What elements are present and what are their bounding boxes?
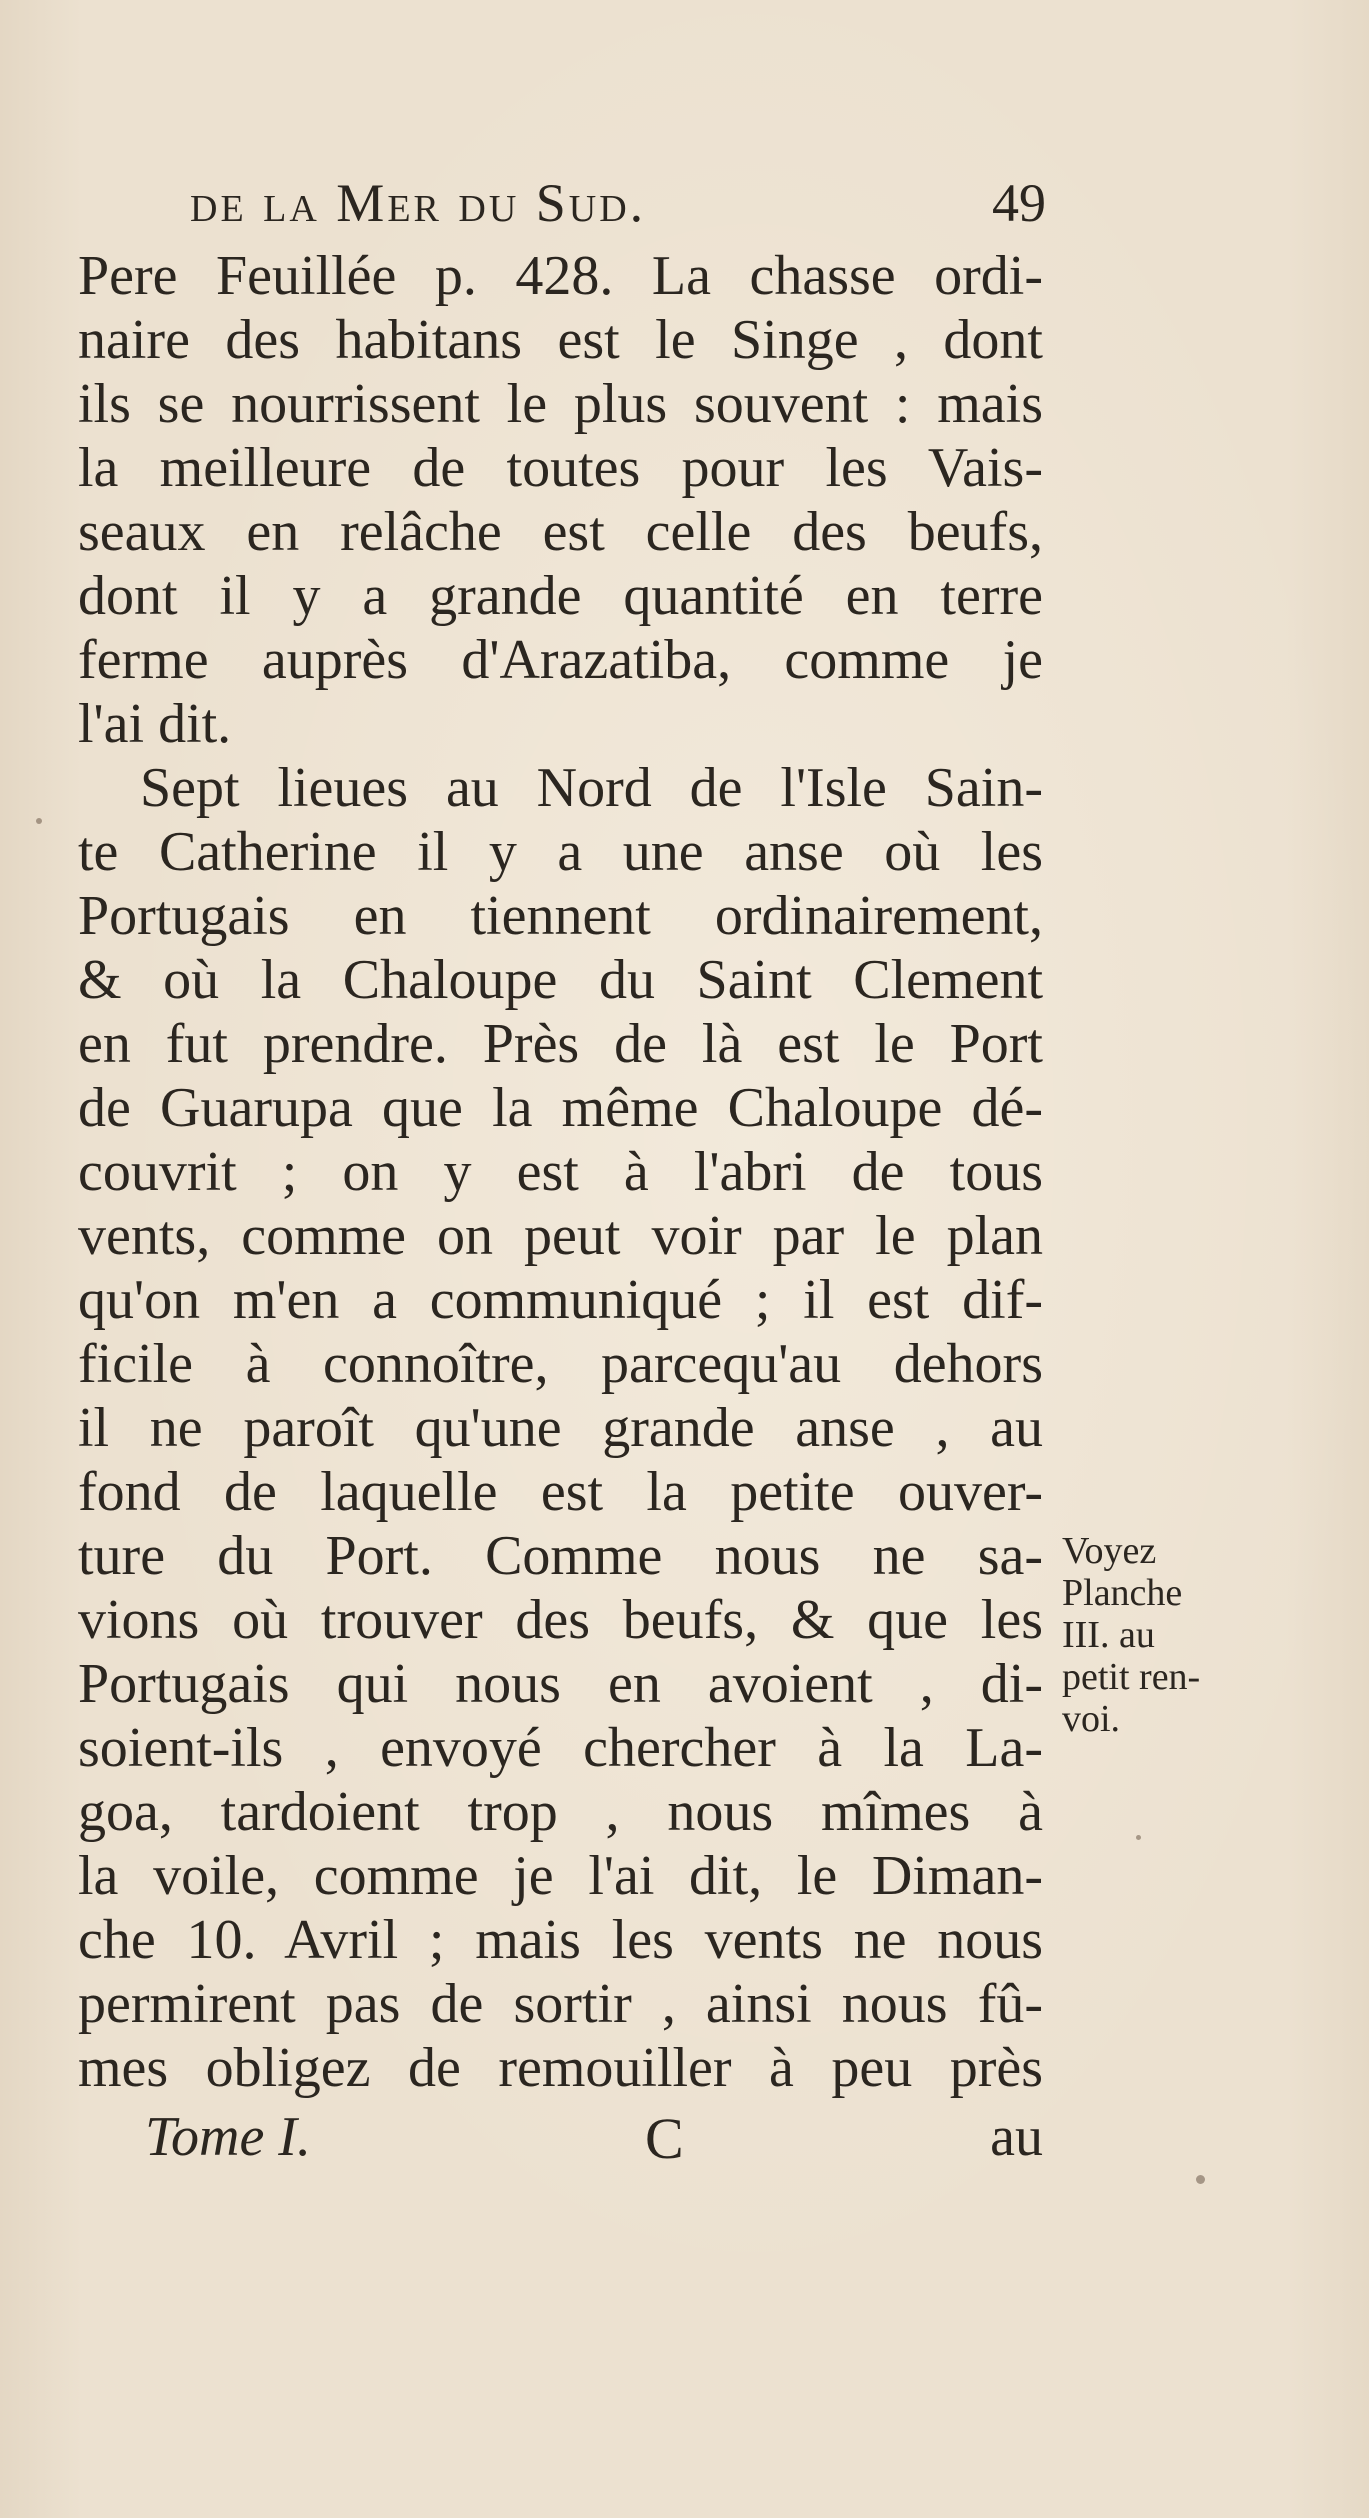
text-line: Pere Feuillée p. 428. La chasse ordi-	[78, 245, 1043, 307]
text-line: couvrit ; on y est à l'abri de tous	[78, 1141, 1043, 1203]
text-line: dont il y a grande quantité en terre	[78, 565, 1043, 627]
text-line: soient-ils , envoyé chercher à la La-	[78, 1717, 1043, 1779]
text-line: de Guarupa que la même Chaloupe dé-	[78, 1077, 1043, 1139]
text-line: naire des habitans est le Singe , dont	[78, 309, 1043, 371]
page-number: 49	[992, 173, 1046, 233]
text-line: la meilleure de toutes pour les Vais-	[78, 437, 1043, 499]
text-line: qu'on m'en a communiqué ; il est dif-	[78, 1269, 1043, 1331]
running-head	[190, 172, 1050, 242]
paper-speck	[36, 818, 42, 824]
text-line: mes obligez de remouiller à peu près	[78, 2037, 1043, 2099]
text-line: il ne paroît qu'une grande anse , au	[78, 1397, 1043, 1459]
paper-speck	[1196, 2175, 1205, 2184]
text-line: seaux en relâche est celle des beufs,	[78, 501, 1043, 563]
text-line: Portugais qui nous en avoient , di-	[78, 1653, 1043, 1715]
margin-note-line: III. au	[1062, 1614, 1155, 1656]
text-line: ferme auprès d'Arazatiba, comme je	[78, 629, 1043, 691]
text-line: la voile, comme je l'ai dit, le Diman-	[78, 1845, 1043, 1907]
text-line: ils se nourrissent le plus souvent : mais	[78, 373, 1043, 435]
text-line: fond de laquelle est la petite ouver-	[78, 1461, 1043, 1523]
margin-note	[1062, 1530, 1232, 1740]
text-line: che 10. Avril ; mais les vents ne nous	[78, 1909, 1043, 1971]
catchword: au	[990, 2106, 1043, 2168]
text-line: l'ai dit.	[78, 693, 232, 755]
margin-note-line: Planche	[1062, 1572, 1183, 1614]
text-line: te Catherine il y a une anse où les	[78, 821, 1043, 883]
text-line: vions où trouver des beufs, & que les	[78, 1589, 1043, 1651]
text-line: en fut prendre. Près de là est le Port	[78, 1013, 1043, 1075]
paragraph-start-line: Sept lieues au Nord de l'Isle Sain-	[140, 757, 1043, 819]
text-line: vents, comme on peut voir par le plan	[78, 1205, 1043, 1267]
text-line: goa, tardoient trop , nous mîmes à	[78, 1781, 1043, 1843]
margin-note-line: petit ren-	[1062, 1656, 1201, 1698]
margin-note-line: voi.	[1062, 1698, 1121, 1740]
volume-label: Tome I.	[145, 2106, 311, 2168]
page-footer	[145, 2105, 1043, 2175]
text-line: & où la Chaloupe du Saint Clement	[78, 949, 1043, 1011]
paper-speck	[1136, 1835, 1141, 1840]
margin-note-line: Voyez	[1062, 1530, 1157, 1572]
text-line: Portugais en tiennent ordinairement,	[78, 885, 1043, 947]
signature-mark: C	[645, 2106, 684, 2171]
text-line: ture du Port. Comme nous ne sa-	[78, 1525, 1043, 1587]
running-head-title: de la Mer du Sud.	[190, 173, 647, 233]
text-line: ficile à connoître, parcequ'au dehors	[78, 1333, 1043, 1395]
text-line: permirent pas de sortir , ainsi nous fû-	[78, 1973, 1043, 2035]
